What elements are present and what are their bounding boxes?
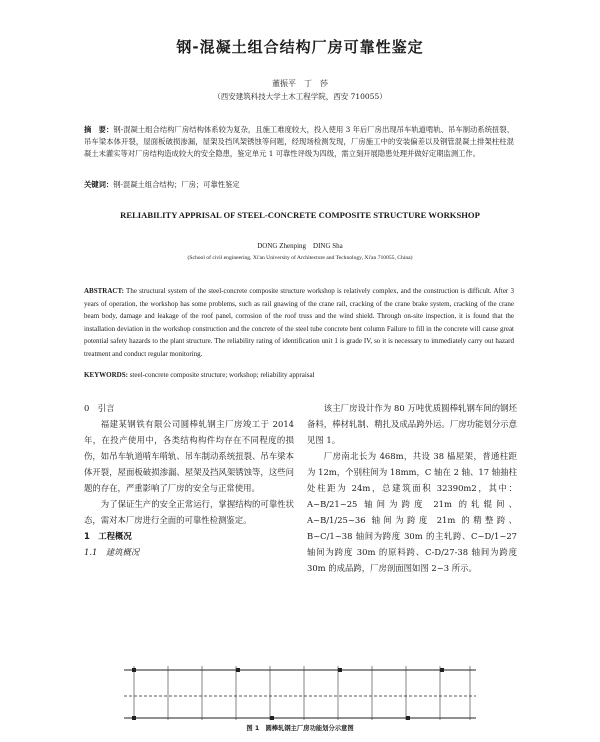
paper-title-cn: 钢-混凝土组合结构厂房可靠性鉴定 <box>176 38 424 56</box>
paragraph: 厂房南北长为 468m，共设 38 榀屋架，普通柱距为 12m，个别柱间为 18mm，C 轴在 2 轴、17 轴抽柱处柱距为 24m，总建筑面积 32390m2，其中：A~B/21~25 轴间为跨度 21m 的轧辊间、A~B/1/25~36 轴间为跨度 21m 的精整跨、B~C/1~38 轴间为跨度 30m 的主轧跨、C~D/1~27 轴间为跨度 30m 的原料跨、C-D/27-38 轴间为跨度 30m 的成品跨，厂房剖面图如图 2~3 所示。 <box>307 451 517 573</box>
keywords-en-text: steel-concrete composite structure; workshop; reliability appraisal <box>129 371 315 379</box>
abstract-cn-text: 钢-混凝土组合结构厂房结构体系较为复杂，且施工难度较大，投入使用 3 年后厂房出现吊车轨道啃轨、吊车制动系统扭裂、吊车梁本体开裂，屋面板破损渗漏，屋架及挡风架锈蚀等问题，经现场检测发现，厂房施工中的安装偏差以及钢管混凝土排架柱柱混凝土未灌实等对厂房结构造成较大的安全隐患，鉴定单元 1 可靠性评级为四级，需立刻开展隐患处理并做好定期监测工作。 <box>84 125 515 158</box>
abstract-cn-label: 摘 要： <box>84 125 114 134</box>
abstract-cn <box>84 124 514 160</box>
authors-cn: 董振平 丁 莎 <box>272 79 328 88</box>
keywords-en <box>84 371 514 379</box>
section-heading-overview: 1 工程概况 <box>84 531 132 541</box>
affiliation-cn: （西安建筑科技大学土木工程学院，西安 710055） <box>213 92 387 101</box>
paragraph: 该主厂房设计作为 80 万吨优质圆棒轧钢车间的钢坯备料，棒材轧制、精扎及成品跨外运。厂房功能划分示意见图 1。 <box>307 403 517 445</box>
figure-1-workshop-layout <box>120 662 480 722</box>
subsection-heading: 1.1 建筑概况 <box>84 547 140 557</box>
keywords-cn-text: 钢-混凝土组合结构；厂房；可靠性鉴定 <box>113 180 240 189</box>
keywords-cn-label: 关键词： <box>84 180 114 189</box>
column-markers <box>132 668 444 720</box>
paragraph: 福建某钢铁有限公司圆棒轧钢主厂房竣工于 2014 年，在投产使用中，各类结构构件均存在不同程度的损伤，如吊车轨道啃车啃轨、吊车制动系统扭裂、吊车梁本体开裂，屋面板破损渗漏、屋架及挡风架锈蚀等，这些问题的存在，严重影响了厂房的安全与正常使用。 <box>84 419 294 493</box>
figure-caption: 图 1 圆棒轧钢主厂房功能划分示意图 <box>246 725 354 732</box>
abstract-en <box>84 285 514 361</box>
abstract-en-text: The structural system of the steel-concrete composite structure workshop is relatively complex, and the construction is difficult. After 3 years of operation, the workshop has some problems, such as rail gnawing of the crane rail, cracking of the crane brake system, cracking of the crane beam body, damage and leakage of the roof panel, corrosion of the roof truss and the wind shield. Through on-site inspection, it is found that the installation deviation in the workshop construction and the concrete of the steel tube concrete bent column Failure to fill in the concrete will cause great potential safety hazards to the plant structure. The reliability rating of identification unit 1 is grade IV, so it is necessary to immediately carry out hazard treatment and conduct regular monitoring. <box>84 287 514 358</box>
section-heading-intro: 0 引言 <box>84 403 115 413</box>
authors-en: DONG Zhenping DING Sha <box>257 242 343 250</box>
affiliation-en: (School of civil engineering, Xi'an University of Architecture and Technology, Xi'an 710055, China) <box>187 255 413 261</box>
abstract-en-label: ABSTRACT: <box>84 287 124 295</box>
column-grid <box>134 666 470 720</box>
keywords-cn <box>84 180 514 190</box>
paragraph: 为了保证生产的安全正常运行，掌握结构的可靠性状态，需对本厂房进行全面的可靠性检测鉴定。 <box>84 499 294 525</box>
paper-title-en: RELIABILITY APPRISAL OF STEEL-CONCRETE COMPOSITE STRUCTURE WORKSHOP <box>120 210 480 220</box>
left-column <box>84 400 294 560</box>
right-column <box>307 400 517 576</box>
keywords-en-label: KEYWORDS: <box>84 371 128 379</box>
